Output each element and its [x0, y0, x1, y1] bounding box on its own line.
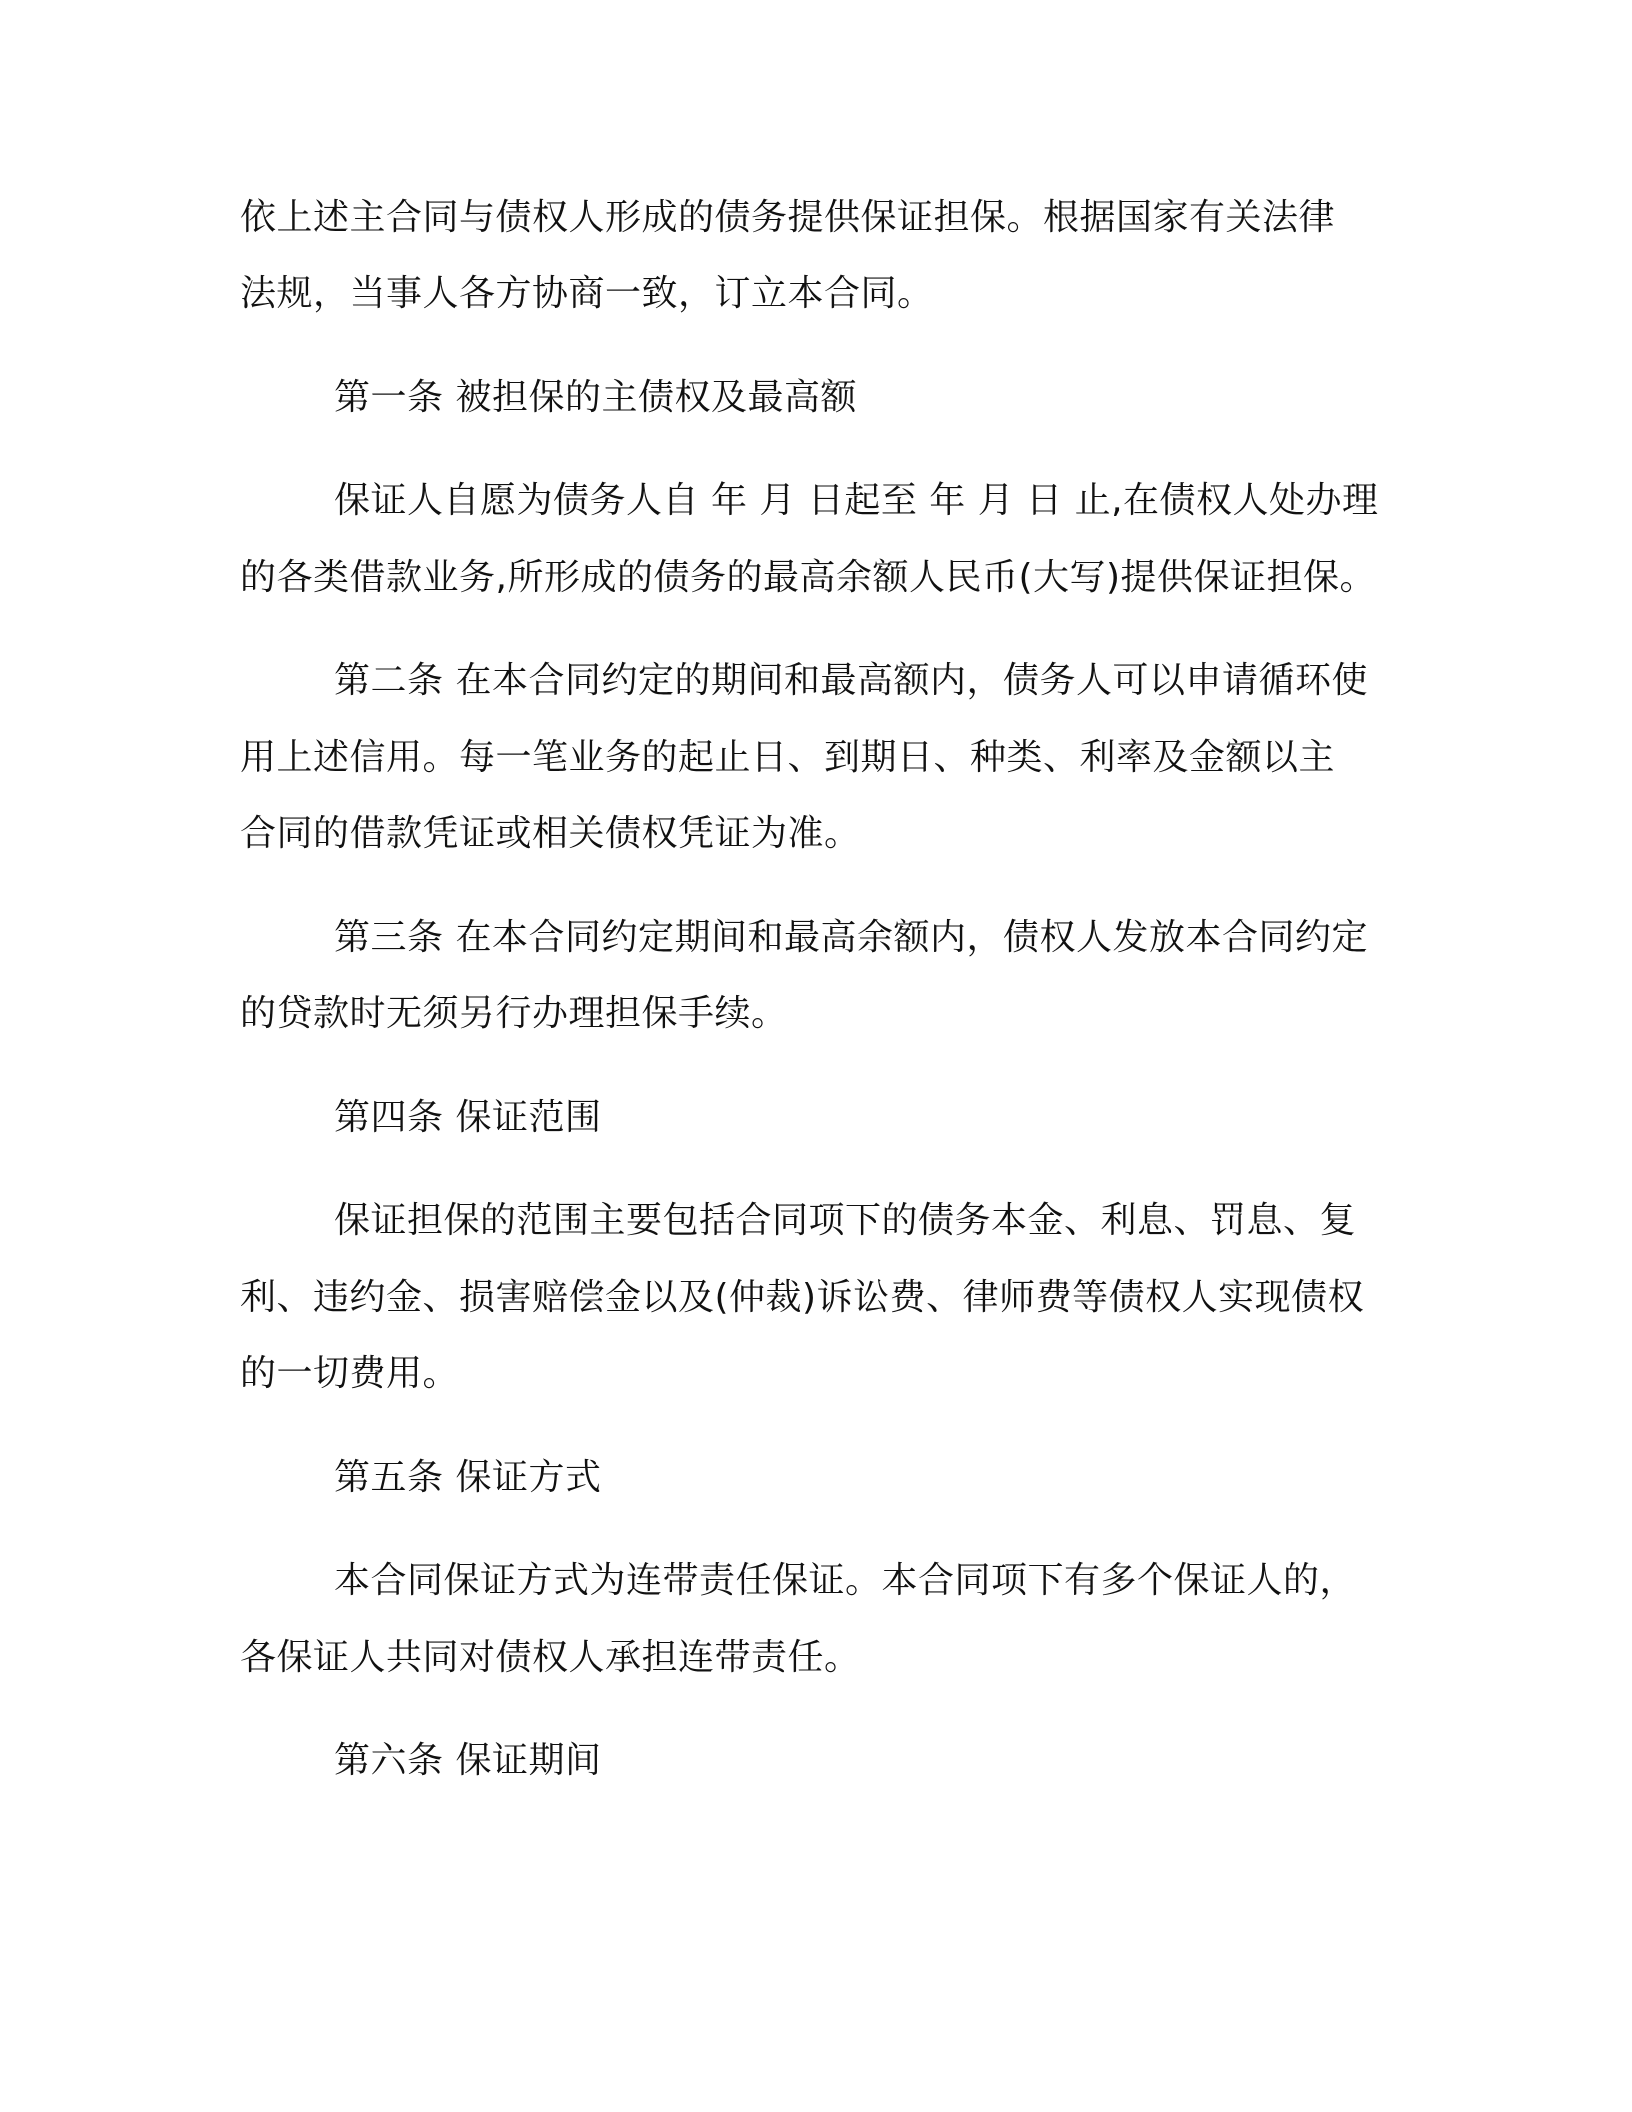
article-heading: 第五条 保证方式 — [334, 1457, 602, 1498]
text-line: 的各类借款业务,所形成的债务的最高余额人民币(大写)提供保证担保。 — [240, 557, 1377, 598]
article-heading: 第六条 保证期间 — [334, 1740, 602, 1781]
text-line: 合同的借款凭证或相关债权凭证为准。 — [240, 813, 861, 854]
text-line: 本合同保证方式为连带责任保证。本合同项下有多个保证人的， — [334, 1560, 1357, 1601]
text-line: 用上述信用。每一笔业务的起止日、到期日、种类、利率及金额以主 — [240, 737, 1336, 778]
text-line: 第三条 在本合同约定期间和最高余额内，债权人发放本合同约定 — [334, 917, 1368, 958]
text-line: 各保证人共同对债权人承担连带责任。 — [240, 1637, 861, 1678]
text-line: 依上述主合同与债权人形成的债务提供保证担保。根据国家有关法律 — [240, 197, 1336, 238]
article-heading: 第一条 被担保的主债权及最高额 — [334, 377, 857, 418]
text-line: 保证担保的范围主要包括合同项下的债务本金、利息、罚息、复 — [334, 1200, 1357, 1241]
text-line: 保证人自愿为债务人自 年 月 日起至 年 月 日 止,在债权人处办理 — [334, 480, 1379, 521]
text-line: 的贷款时无须另行办理担保手续。 — [240, 993, 788, 1034]
text-line: 的一切费用。 — [240, 1353, 460, 1394]
text-line: 第二条 在本合同约定的期间和最高额内，债务人可以申请循环使 — [334, 660, 1368, 701]
text-line: 法规，当事人各方协商一致，订立本合同。 — [240, 273, 934, 314]
text-line: 利、违约金、损害赔偿金以及(仲裁)诉讼费、律师费等债权人实现债权 — [240, 1277, 1365, 1318]
article-heading: 第四条 保证范围 — [334, 1097, 602, 1138]
